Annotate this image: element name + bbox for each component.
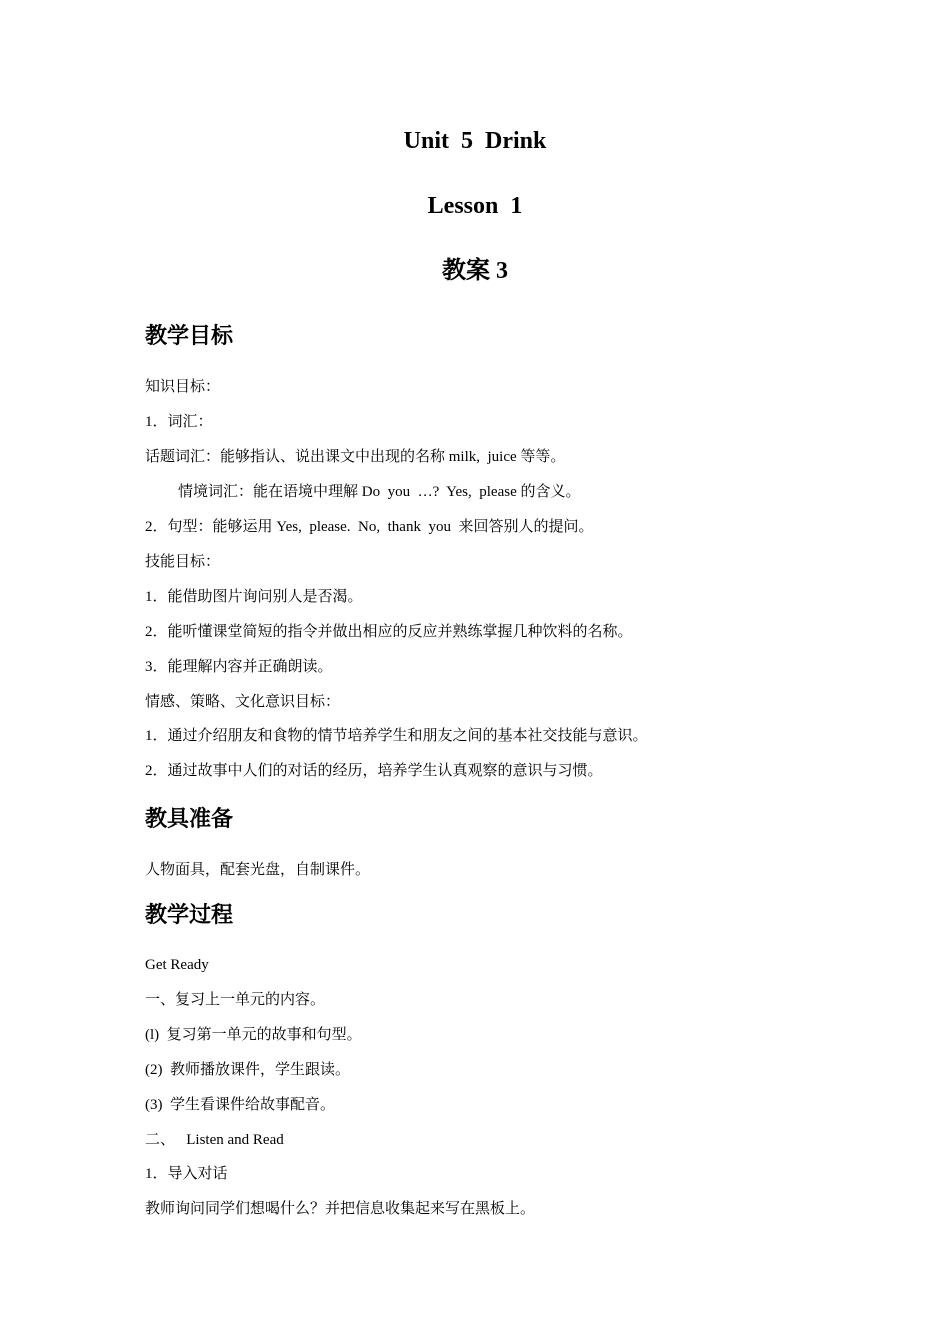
text-line: 2．句型：能够运用 Yes, please. No, thank you 来回答别人的提问。 bbox=[145, 519, 594, 535]
text-line: 话题词汇：能够指认、说出课文中出现的名称 milk, juice 等等。 bbox=[145, 449, 566, 465]
text-line: 知识目标： bbox=[145, 379, 221, 395]
text-line: 情感、策略、文化意识目标： bbox=[145, 694, 341, 710]
text-line: 1．能借助图片询问别人是否渴。 bbox=[145, 589, 363, 605]
text-line: 二、 Listen and Read bbox=[145, 1132, 284, 1148]
text-line: 2．通过故事中人们的对话的经历，培养学生认真观察的意识与习惯。 bbox=[145, 763, 603, 779]
text-line: 一、复习上一单元的内容。 bbox=[145, 992, 326, 1008]
text-line: 2．能听懂课堂简短的指令并做出相应的反应并熟练掌握几种饮料的名称。 bbox=[145, 624, 633, 640]
text-line: (l) 复习第一单元的故事和句型。 bbox=[145, 1027, 362, 1043]
materials-heading: 教具准备 bbox=[145, 807, 234, 832]
text-line: (3) 学生看课件给故事配音。 bbox=[145, 1097, 335, 1113]
plan-title: 教案 3 bbox=[442, 258, 508, 284]
text-line: 人物面具，配套光盘，自制课件。 bbox=[145, 862, 371, 878]
text-line: 1．导入对话 bbox=[145, 1166, 228, 1182]
lesson-title: Lesson 1 bbox=[427, 193, 523, 219]
text-line: 1．通过介绍朋友和食物的情节培养学生和朋友之间的基本社交技能与意识。 bbox=[145, 728, 648, 744]
process-heading: 教学过程 bbox=[145, 903, 234, 928]
text-line: 技能目标： bbox=[145, 554, 221, 570]
text-line: 情境词汇：能在语境中理解 Do you …? Yes, please 的含义。 bbox=[178, 484, 581, 500]
text-line: Get Ready bbox=[145, 957, 209, 973]
objectives-heading: 教学目标 bbox=[145, 324, 234, 349]
text-line: 教师询问同学们想喝什么？并把信息收集起来写在黑板上。 bbox=[145, 1201, 536, 1217]
text-line: (2) 教师播放课件，学生跟读。 bbox=[145, 1062, 350, 1078]
unit-title: Unit 5 Drink bbox=[403, 128, 547, 154]
text-line: 1．词汇： bbox=[145, 414, 213, 430]
text-line: 3．能理解内容并正确朗读。 bbox=[145, 659, 333, 675]
